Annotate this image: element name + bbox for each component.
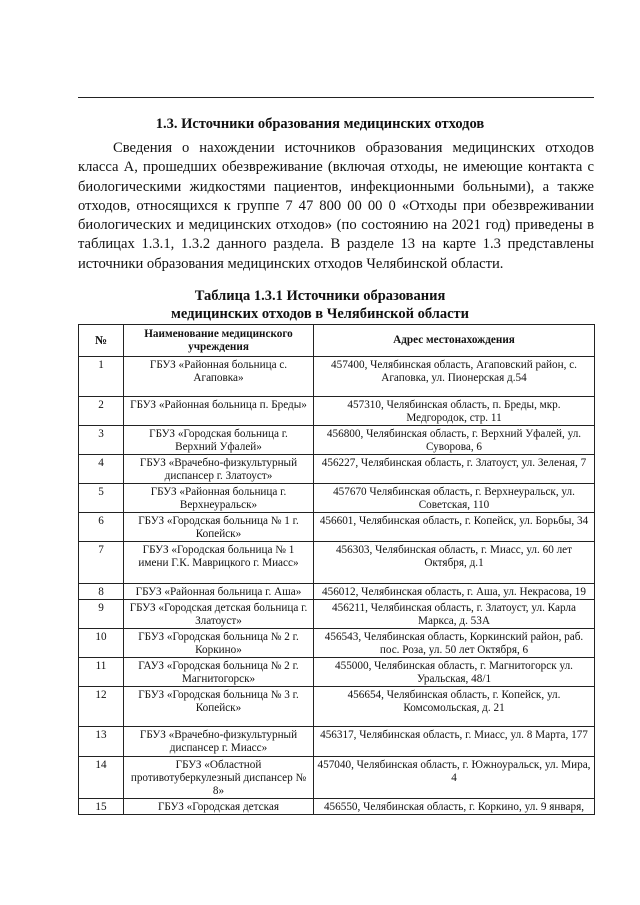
row-name: ГБУЗ «Врачебно-физкультурный диспансер г. Миасс» [124,727,314,757]
table-caption-line2: медицинских отходов в Челябинской области [170,306,470,322]
table-row [79,799,595,815]
table-row [79,658,595,687]
table-row [79,687,595,727]
table-row [79,397,595,426]
row-num: 8 [79,584,124,600]
row-address: 455000, Челябинская область, г. Магнитогорск ул. Уральская, 48/1 [314,658,595,687]
row-address: 456550, Челябинская область, г. Коркино, ул. 9 января, [314,799,595,815]
row-num: 1 [79,357,124,397]
row-address: 456227, Челябинская область, г. Златоуст, ул. Зеленая, 7 [314,455,595,484]
column-header-address: Адрес местонахождения [314,325,595,357]
row-num: 13 [79,727,124,757]
row-name: ГАУЗ «Городская больница № 2 г. Магнитогорск» [124,658,314,687]
row-num: 4 [79,455,124,484]
table-row [79,629,595,658]
row-num: 12 [79,687,124,727]
row-address: 456211, Челябинская область, г. Златоуст, ул. Карла Маркса, д. 53А [314,600,595,629]
row-name: ГБУЗ «Районная больница с. Агаповка» [124,357,314,397]
table-row [79,513,595,542]
row-address: 456654, Челябинская область, г. Копейск, ул. Комсомольская, д. 21 [314,687,595,727]
row-address: 457310, Челябинская область, п. Бреды, мкр. Медгородок, стр. 11 [314,397,595,426]
row-name: ГБУЗ «Районная больница г. Верхнеуральск» [124,484,314,513]
row-address: 456012, Челябинская область, г. Аша, ул. Некрасова, 19 [314,584,595,600]
table-row [79,484,595,513]
table-row [79,357,595,397]
row-name: ГБУЗ «Районная больница г. Аша» [124,584,314,600]
row-address: 457040, Челябинская область, г. Южноуральск, ул. Мира, 4 [314,757,595,799]
row-name: ГБУЗ «Городская больница № 1 г. Копейск» [124,513,314,542]
row-name: ГБУЗ «Районная больница п. Бреды» [124,397,314,426]
row-address: 456543, Челябинская область, Коркинский район, раб. пос. Роза, ул. 50 лет Октября, 6 [314,629,595,658]
row-address: 457670 Челябинская область, г. Верхнеуральск, ул. Советская, 110 [314,484,595,513]
row-num: 6 [79,513,124,542]
row-num: 5 [79,484,124,513]
row-name: ГБУЗ «Городская больница № 3 г. Копейск» [124,687,314,727]
table-row [79,542,595,584]
row-num: 11 [79,658,124,687]
table-row [79,426,595,455]
row-num: 10 [79,629,124,658]
row-name: ГБУЗ «Городская детская [124,799,314,815]
column-header-num: № [79,325,124,357]
row-num: 9 [79,600,124,629]
row-name: ГБУЗ «Городская больница № 2 г. Коркино» [124,629,314,658]
intro-text: Сведения о нахождении источников образования медицинских отходов класса А, прошедших обезвреживание (включая отходы, не имеющие контакта с биологическими жидкостями пациентов, инфекционными больными), а также отходов, относящихся к группе 7 47 800 00 00 0 «Отходы при обезвреживании биологических и медицинских отходов» (по состоянию на 2021 год) приведены в таблицах 1.3.1, 1.3.2 данного раздела. В разделе 13 на карте 1.3 представлены источники образования медицинских отходов Челябинской области. [78,140,594,272]
row-num: 2 [79,397,124,426]
column-header-name: Наименование медицинского учреждения [124,325,314,357]
row-num: 15 [79,799,124,815]
row-name: ГБУЗ «Городская больница г. Верхний Уфалей» [124,426,314,455]
row-address: 456303, Челябинская область, г. Миасс, ул. 60 лет Октября, д.1 [314,542,595,584]
row-address: 456601, Челябинская область, г. Копейск, ул. Борьбы, 34 [314,513,595,542]
row-address: 456800, Челябинская область, г. Верхний Уфалей, ул. Суворова, 6 [314,426,595,455]
row-name: ГБУЗ «Городская больница № 1 имени Г.К. Маврицкого г. Миасс» [124,542,314,584]
table-row [79,584,595,600]
table-row [79,757,595,799]
table-row [79,455,595,484]
row-num: 14 [79,757,124,799]
intro-paragraph [78,139,594,274]
row-name: ГБУЗ «Областной противотуберкулезный диспансер № 8» [124,757,314,799]
row-name: ГБУЗ «Городская детская больница г. Златоуст» [124,600,314,629]
row-num: 3 [79,426,124,455]
header-rule [78,97,594,98]
table-header-row [79,325,595,357]
medical-sources-table [78,324,595,815]
row-num: 7 [79,542,124,584]
table-caption-line1: Таблица 1.3.1 Источники образования [194,288,446,304]
row-address: 456317, Челябинская область, г. Миасс, ул. 8 Марта, 177 [314,727,595,757]
table-row [79,727,595,757]
table-row [79,600,595,629]
section-title: 1.3. Источники образования медицинских отходов [155,116,485,132]
row-address: 457400, Челябинская область, Агаповский район, с. Агаповка, ул. Пионерская д.54 [314,357,595,397]
row-name: ГБУЗ «Врачебно-физкультурный диспансер г. Златоуст» [124,455,314,484]
